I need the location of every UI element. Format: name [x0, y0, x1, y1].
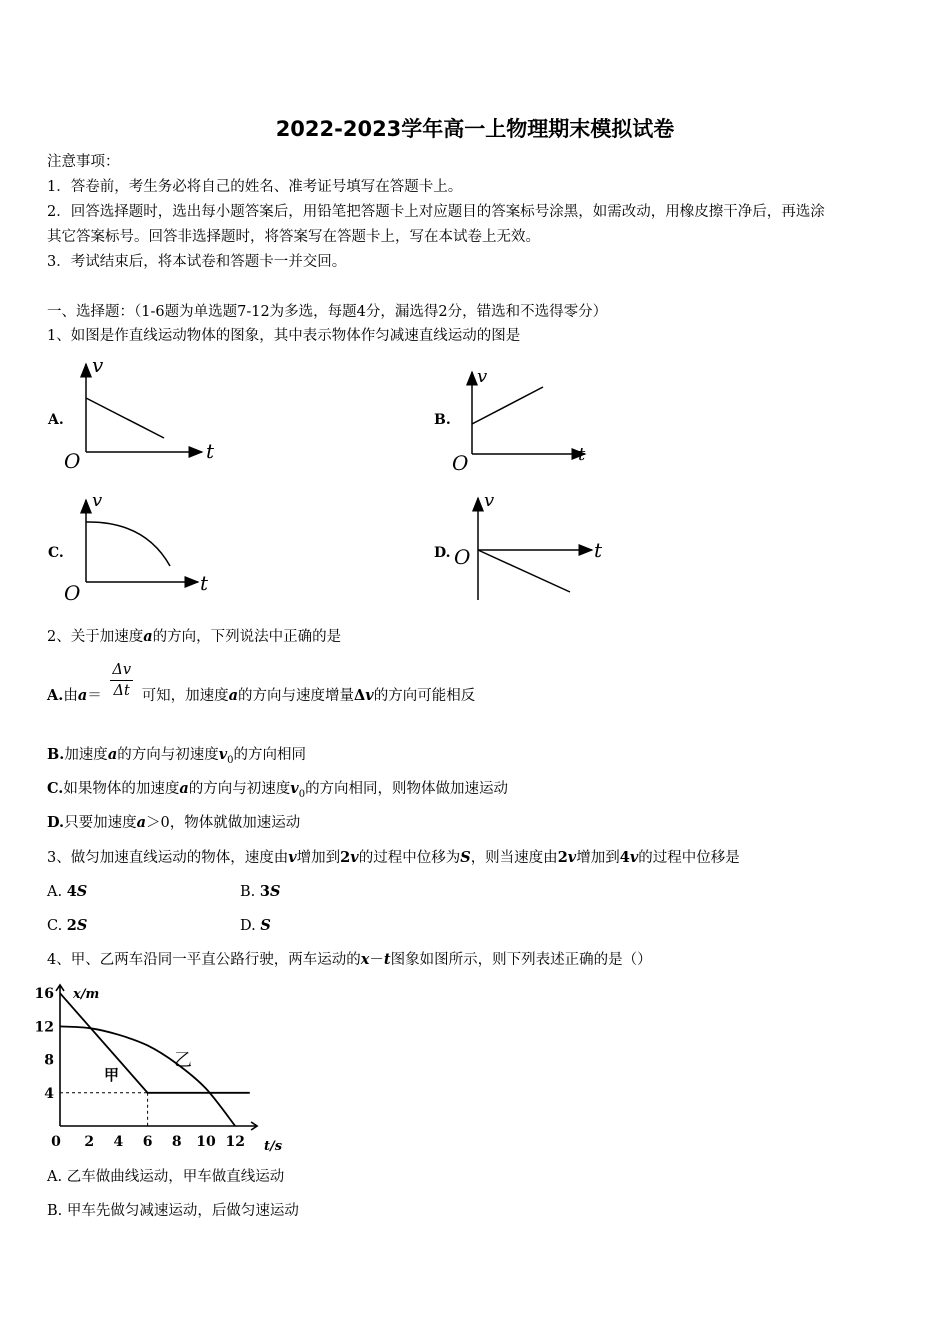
notice-item-1: 1．答卷前，考生务必将自己的姓名、准考证号填写在答题卡上。: [47, 179, 463, 195]
graph-b-t: t: [578, 444, 586, 465]
graph-a-origin: O: [64, 449, 81, 473]
chart-x-tick: 12: [225, 1134, 245, 1150]
q4-stem: 4、甲、乙两车沿同一平直公路行驶，两车运动的x－t图象如图所示，则下列表述正确的是（）: [47, 951, 652, 968]
graph-a-line: [86, 398, 164, 438]
notice-item-2b: 其它答案标号。回答非选择题时，将答案写在答题卡上，写在本试卷上无效。: [47, 229, 540, 245]
graph-d-t: t: [594, 538, 603, 562]
notice-heading: 注意事项：: [47, 154, 120, 170]
chart-x-tick: 8: [171, 1134, 182, 1150]
graph-a-t: t: [206, 439, 215, 463]
chart-ylabel: x/m: [73, 987, 100, 1002]
q4-option-b: B. 甲车先做匀减速运动，后做匀速运动: [47, 1203, 299, 1219]
graph-a-label: A.: [48, 412, 64, 428]
graph-c-t: t: [200, 571, 209, 595]
q3-stem: 3、做匀加速直线运动的物体，速度由v增加到2v的过程中位移为S，则当速度由2v增加到4v的过程中位移是: [47, 849, 740, 866]
q3-option-d: D. S: [240, 917, 271, 934]
q2-option-b: B.加速度a的方向与初速度$v_0$的方向相同: [47, 746, 307, 766]
graph-c-curve: [86, 522, 170, 566]
chart-x-tick: 0: [51, 1134, 61, 1150]
graph-b-v: v: [477, 366, 488, 387]
graph-d-label: D.: [434, 545, 451, 561]
q3-option-b: B. 3S: [240, 883, 281, 900]
chart-y-tick: 4: [44, 1085, 54, 1102]
graph-d-origin: O: [454, 545, 471, 569]
q1-stem: 1、如图是作直线运动物体的图象，其中表示物体作匀减速直线运动的图是: [47, 328, 521, 344]
page-title: 2022-2023学年高一上物理期末模拟试卷: [275, 117, 675, 141]
chart-x-tick: 6: [142, 1134, 153, 1150]
chart-x-tick: 4: [113, 1134, 124, 1150]
graph-b-label: B.: [434, 412, 451, 428]
graph-c-origin: O: [64, 581, 81, 605]
q2-option-d: D.只要加速度a＞0，物体就做加速运动: [47, 814, 301, 831]
graph-a-v: v: [92, 353, 104, 377]
series-jia-line: [60, 993, 250, 1093]
notice-item-3: 3．考试结束后，将本试卷和答题卡一并交回。: [47, 254, 347, 270]
q4-chart: [34, 980, 300, 1160]
q2-stem: 2、关于加速度a的方向，下列说法中正确的是: [47, 628, 342, 645]
chart-y-tick: 16: [34, 986, 54, 1003]
series-label-jia: 甲: [104, 1066, 120, 1084]
series-label-yi: 乙: [174, 1050, 192, 1071]
graph-c-label: C.: [48, 545, 64, 561]
graph-b-line: [472, 387, 543, 424]
q2-option-a: A.由a＝ $\frac{\Delta v}{\Delta t}$ 可知，加速度a的方向与速度增量Δv的方向可能相反: [47, 662, 476, 704]
q3-option-a: A. 4S: [47, 883, 88, 900]
q2-option-c: C.如果物体的加速度a的方向与初速度$v_0$的方向相同，则物体做加速运动: [47, 780, 509, 800]
chart-x-tick: 2: [84, 1134, 95, 1150]
chart-y-tick: 12: [34, 1019, 54, 1036]
graph-d-line: [478, 550, 570, 592]
chart-y-tick: 8: [44, 1052, 54, 1069]
section-heading: 一、选择题：（1-6题为单选题7-12为多选，每题4分，漏选得2分，错选和不选得零分）: [47, 304, 608, 320]
q3-option-c: C. 2S: [47, 917, 88, 934]
chart-x-tick: 10: [196, 1134, 216, 1150]
q4-option-a: A. 乙车做曲线运动，甲车做直线运动: [47, 1169, 285, 1185]
graph-b-origin: O: [452, 451, 469, 475]
graph-d-v: v: [484, 490, 495, 511]
chart-xlabel: t/s: [264, 1139, 283, 1154]
graph-c-v: v: [92, 490, 103, 511]
notice-item-2a: 2．回答选择题时，选出每小题答案后，用铅笔把答题卡上对应题目的答案标号涂黑，如需改动，用橡皮擦干净后，再选涂: [47, 204, 825, 220]
q1-graphs: [40, 350, 920, 610]
